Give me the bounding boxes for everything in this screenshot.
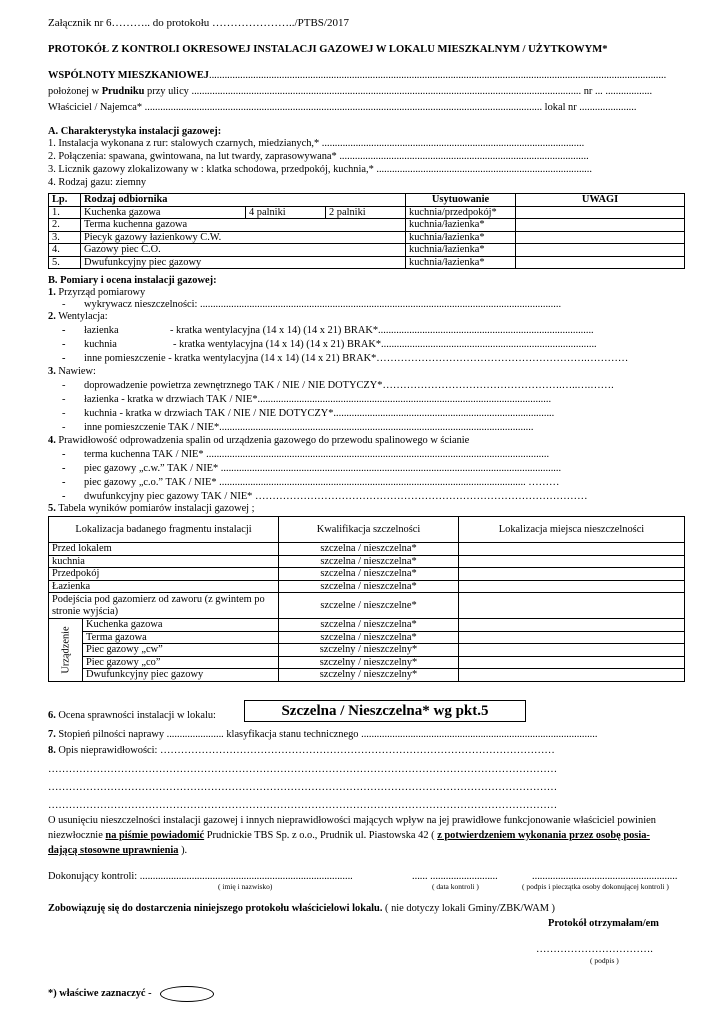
p2-title: Wentylacja: <box>58 311 108 322</box>
measurement-header <box>49 517 685 543</box>
row-location: Podejścia pod gazomierz od zaworu (z gwintem po stronie wyjścia) <box>49 593 279 619</box>
row-notes <box>516 231 685 244</box>
table-row <box>49 669 685 682</box>
vent-name-bathroom: łazienka <box>84 325 119 336</box>
row-notes <box>516 256 685 269</box>
table-row <box>49 631 685 644</box>
recipient-sign-caption: ( podpis ) <box>590 956 619 965</box>
flue-dash: - <box>62 477 66 488</box>
caption-name: ( imię i nazwisko) <box>218 882 273 891</box>
row-burners-2: 2 palniki <box>326 206 406 219</box>
col-lp: Lp. <box>49 194 81 207</box>
devices-group-cell <box>49 619 83 682</box>
table-row <box>49 555 685 568</box>
located-post: przy ulicy ...................................................................................................................................................... nr ... .................. <box>144 86 653 97</box>
p3-heading <box>48 366 96 378</box>
p1-num: 1. <box>48 287 56 298</box>
p7-line <box>48 729 597 741</box>
row-location: Terma gazowa <box>83 631 279 644</box>
owner-line: Właściciel / Najemca* ......................................................................................................................................................... lokal nr ...................... <box>48 102 637 113</box>
p8-line <box>48 745 555 757</box>
flue-line-4: dwufunkcyjny piec gazowy TAK / NIE* …………………………………………………………………………………… <box>84 491 588 502</box>
p7-num: 7. <box>48 729 56 740</box>
row-lp: 1. <box>49 206 81 219</box>
row-device: Piecyk gazowy łazienkowy C.W. <box>81 231 406 244</box>
row-lp: 4. <box>49 244 81 257</box>
section-b-title: B. Pomiary i ocena instalacji gazowej: <box>48 275 217 286</box>
community-dots: ................................................................................................................................................................................ <box>208 70 667 81</box>
notice-end: ). <box>178 845 188 856</box>
p8-dots-2: ………………………………………………………………………………………………………………………………… <box>48 782 558 793</box>
located-line <box>48 86 652 98</box>
notice-confirmation: z potwierdzeniem wykonania przez osobę posia- <box>437 830 650 841</box>
p8-num: 8. <box>48 745 56 756</box>
row-tightness: szczelny / nieszczelny* <box>279 656 459 669</box>
row-leak <box>459 593 685 619</box>
inspector-line: Dokonujący kontroli: .................................................................................. <box>48 871 353 882</box>
oblige-line <box>48 903 555 915</box>
flue-dash: - <box>62 449 66 460</box>
air-dash: - <box>62 408 66 419</box>
row-tightness: szczelna / nieszczelna* <box>279 555 459 568</box>
section-a-line1: 1. Instalacja wykonana z rur: stalowych czarnych, miedzianych,* ..................................................................................................... <box>48 138 585 149</box>
vent-dash: - <box>62 339 66 350</box>
row-device: Terma kuchenna gazowa <box>81 219 406 232</box>
row-notes <box>516 219 685 232</box>
row-tightness: szczelna / nieszczelna* <box>279 543 459 556</box>
p3-num: 3. <box>48 366 56 377</box>
caption-date: ( data kontroli ) <box>432 882 479 891</box>
p4-num: 4. <box>48 435 56 446</box>
flue-line-3: piec gazowy „c.o.” TAK / NIE* ...................................................................................................................... ……… <box>84 477 560 488</box>
document-title: PROTOKÓŁ Z KONTROLI OKRESOWEJ INSTALACJI GAZOWEJ W LOKALU MIESZKALNYM / UŻYTKOWYM* <box>48 44 608 55</box>
located-city: Prudniku <box>101 86 145 97</box>
marker-ellipse <box>160 986 214 1002</box>
col-location: Lokalizacja badanego fragmentu instalacji <box>49 517 279 543</box>
row-location: kuchnia/łazienka* <box>406 219 516 232</box>
row-tightness: szczelny / nieszczelny* <box>279 669 459 682</box>
row-leak <box>459 644 685 657</box>
row-notes <box>516 206 685 219</box>
table-row <box>49 644 685 657</box>
row-lp: 3. <box>49 231 81 244</box>
p5-heading <box>48 503 255 515</box>
table-row <box>49 568 685 581</box>
row-device: Kuchenka gazowa <box>81 206 246 219</box>
flue-dash: - <box>62 463 66 474</box>
p6-num: 6. <box>48 710 56 721</box>
col-location: Usytuowanie <box>406 194 516 207</box>
row-leak <box>459 619 685 632</box>
row-location: Łazienka <box>49 580 279 593</box>
col-tightness: Kwalifikacja szczelności <box>279 517 459 543</box>
col-device: Rodzaj odbiornika <box>81 194 406 207</box>
row-location: Piec gazowy „co” <box>83 656 279 669</box>
row-leak <box>459 656 685 669</box>
p3-title: Nawiew: <box>58 366 96 377</box>
row-device: Dwufunkcyjny piec gazowy <box>81 256 406 269</box>
recipient-sign-dots: ……………………………. <box>536 944 653 955</box>
row-leak <box>459 555 685 568</box>
table-row <box>49 231 685 244</box>
table-row <box>49 656 685 669</box>
community-line <box>48 70 666 82</box>
vent-dash: - <box>62 353 66 364</box>
air-dash: - <box>62 394 66 405</box>
seal-dots: ........................................................ <box>532 871 678 882</box>
row-location: kuchnia/łazienka* <box>406 256 516 269</box>
p6-label <box>48 710 216 722</box>
air-line-3: kuchnia - kratka w drzwiach TAK / NIE / NIE DOTYCZY*..................................................................................... <box>84 408 555 419</box>
p1-line: wykrywacz nieszczelności: ........................................................................................................................................... <box>84 299 562 310</box>
vent-line-kitchen: - kratka wentylacyjna (14 x 14) (14 x 21) BRAK*................................................................................... <box>173 339 597 350</box>
row-notes <box>516 244 685 257</box>
row-lp: 5. <box>49 256 81 269</box>
devices-group-label: Urządzenie <box>59 626 71 674</box>
p8-dots-1: ………………………………………………………………………………………………………………………………… <box>48 764 558 775</box>
vent-name-kitchen: kuchnia <box>84 339 117 350</box>
annex-line: Załącznik nr 6……….. do protokołu …………………../PTBS/2017 <box>48 17 349 29</box>
notice-line2 <box>48 830 650 842</box>
notice-line1: O usunięciu nieszczelności instalacji gazowej i innych nieprawidłowości mających wpływ na jej prawidłowe funkcjonowanie właściciel powinien <box>48 815 656 826</box>
p1-dash: - <box>62 299 66 310</box>
p8-dots-3: ………………………………………………………………………………………………………………………………… <box>48 800 558 811</box>
air-dash: - <box>62 422 66 433</box>
row-leak <box>459 580 685 593</box>
notice-qualified: dającą stosowne uprawnienia <box>48 845 179 856</box>
date-dots: ...... .......................... <box>412 871 498 882</box>
caption-seal: ( podpis i pieczątka osoby dokonującej kontroli ) <box>522 882 669 891</box>
p2-num: 2. <box>48 311 56 322</box>
section-a-line4: 4. Rodzaj gazu: ziemny <box>48 177 147 188</box>
row-leak <box>459 568 685 581</box>
p5-num: 5. <box>48 503 56 514</box>
p6-text: Ocena sprawności instalacji w lokalu: <box>55 710 216 721</box>
row-location: kuchnia/przedpokój* <box>406 206 516 219</box>
row-tightness: szczelna / nieszczelna* <box>279 580 459 593</box>
section-a-line2: 2. Połączenia: spawana, gwintowana, na lut twardy, zaprasowywana* ................................................................................................ <box>48 151 589 162</box>
table-row <box>49 593 685 619</box>
col-notes: UWAGI <box>516 194 685 207</box>
row-leak <box>459 631 685 644</box>
notice-text: niezwłocznie <box>48 830 106 841</box>
table-row <box>49 219 685 232</box>
section-a-title: A. Charakterystyka instalacji gazowej: <box>48 126 222 137</box>
vent-dash: - <box>62 325 66 336</box>
row-leak <box>459 543 685 556</box>
row-location: kuchnia <box>49 555 279 568</box>
p1-title: Przyrząd pomiarowy <box>58 287 146 298</box>
row-tightness: szczelna / nieszczelna* <box>279 631 459 644</box>
vent-line-other: …………………………………………………….………… <box>376 353 629 364</box>
row-location: kuchnia/łazienka* <box>406 231 516 244</box>
notice-in-writing: na piśmie powiadomić <box>105 830 205 841</box>
row-location: Dwufunkcyjny piec gazowy <box>83 669 279 682</box>
table-row <box>49 206 685 219</box>
row-tightness: szczelny / nieszczelny* <box>279 644 459 657</box>
received-label: Protokół otrzymałam/em <box>548 918 659 929</box>
flue-line-1: terma kuchenna TAK / NIE* .................................................................................................................................... <box>84 449 550 460</box>
row-device: Gazowy piec C.O. <box>81 244 406 257</box>
air-line-4: inne pomieszczenie TAK / NIE*......................................................................................................................... <box>84 422 534 433</box>
row-lp: 2. <box>49 219 81 232</box>
oblige-note: ( nie dotyczy lokali Gminy/ZBK/WAM ) <box>382 903 556 914</box>
community-label: WSPÓLNOTY MIESZKANIOWEJ <box>48 70 209 81</box>
located-pre: położonej w <box>48 86 102 97</box>
row-location: Kuchenka gazowa <box>83 619 279 632</box>
p5-title: Tabela wyników pomiarów instalacji gazowej ; <box>55 503 255 514</box>
notice-address: Prudnickie TBS Sp. z o.o., Prudnik ul. Piastowska 42 ( <box>204 830 438 841</box>
oblige-text: Zobowiązuję się do dostarczenia niniejszego protokołu właścicielowi lokalu. <box>48 903 383 914</box>
vent-name-other: inne pomieszczenie - kratka wentylacyjna (14 x 14) (14 x 21) BRAK* <box>84 353 377 364</box>
p2-heading <box>48 311 108 323</box>
row-tightness: szczelna / nieszczelna* <box>279 568 459 581</box>
assessment-box <box>244 700 526 722</box>
row-leak <box>459 669 685 682</box>
vent-line-bathroom: - kratka wentylacyjna (14 x 14) (14 x 21) BRAK*................................................................................... <box>170 325 594 336</box>
table-row <box>49 256 685 269</box>
table-row <box>49 619 685 632</box>
p7-text: Stopień pilności naprawy ...................... klasyfikacja stanu technicznego ........................................................................................... <box>55 729 598 740</box>
p1-heading <box>48 287 145 299</box>
table-row <box>49 580 685 593</box>
table-row <box>49 244 685 257</box>
row-location: Przed lokalem <box>49 543 279 556</box>
flue-line-2: piec gazowy „c.w.” TAK / NIE* ................................................................................................................................... <box>84 463 562 474</box>
p8-text: Opis nieprawidłowości: …………………………………………………………………………………………………… <box>55 745 555 756</box>
row-tightness: szczelna / nieszczelna* <box>279 619 459 632</box>
assessment-value: Szczelna / Nieszczelna* wg pkt.5 <box>281 703 489 719</box>
air-line-2: łazienka - kratka w drzwiach TAK / NIE*................................................................................................................. <box>84 394 552 405</box>
row-tightness: szczelne / nieszczelne* <box>279 593 459 619</box>
row-burners-4: 4 palniki <box>246 206 326 219</box>
air-dash: - <box>62 380 66 391</box>
measurement-table <box>48 516 685 682</box>
table-row <box>49 543 685 556</box>
p4-title: Prawidłowość odprowadzenia spalin od urządzenia gazowego do przewodu spalinowego w ścianie <box>58 435 470 446</box>
air-line-1: doprowadzenie powietrza zewnętrznego TAK / NIE / NIE DOTYCZY*…………………………………………….…..….……. <box>84 380 614 391</box>
row-location: kuchnia/łazienka* <box>406 244 516 257</box>
row-location: Piec gazowy „cw” <box>83 644 279 657</box>
vent-other <box>84 353 628 365</box>
section-a-line3: 3. Licznik gazowy zlokalizowany w : klatka schodowa, przedpokój, kuchnia,* ................................................................................... <box>48 164 592 175</box>
marker-note: *) właściwe zaznaczyć - <box>48 988 152 999</box>
notice-line3 <box>48 845 187 857</box>
row-location: Przedpokój <box>49 568 279 581</box>
col-leak-location: Lokalizacja miejsca nieszczelności <box>459 517 685 543</box>
devices-table <box>48 193 685 269</box>
devices-table-header <box>49 194 685 207</box>
p4-heading <box>48 435 469 447</box>
flue-dash: - <box>62 491 66 502</box>
